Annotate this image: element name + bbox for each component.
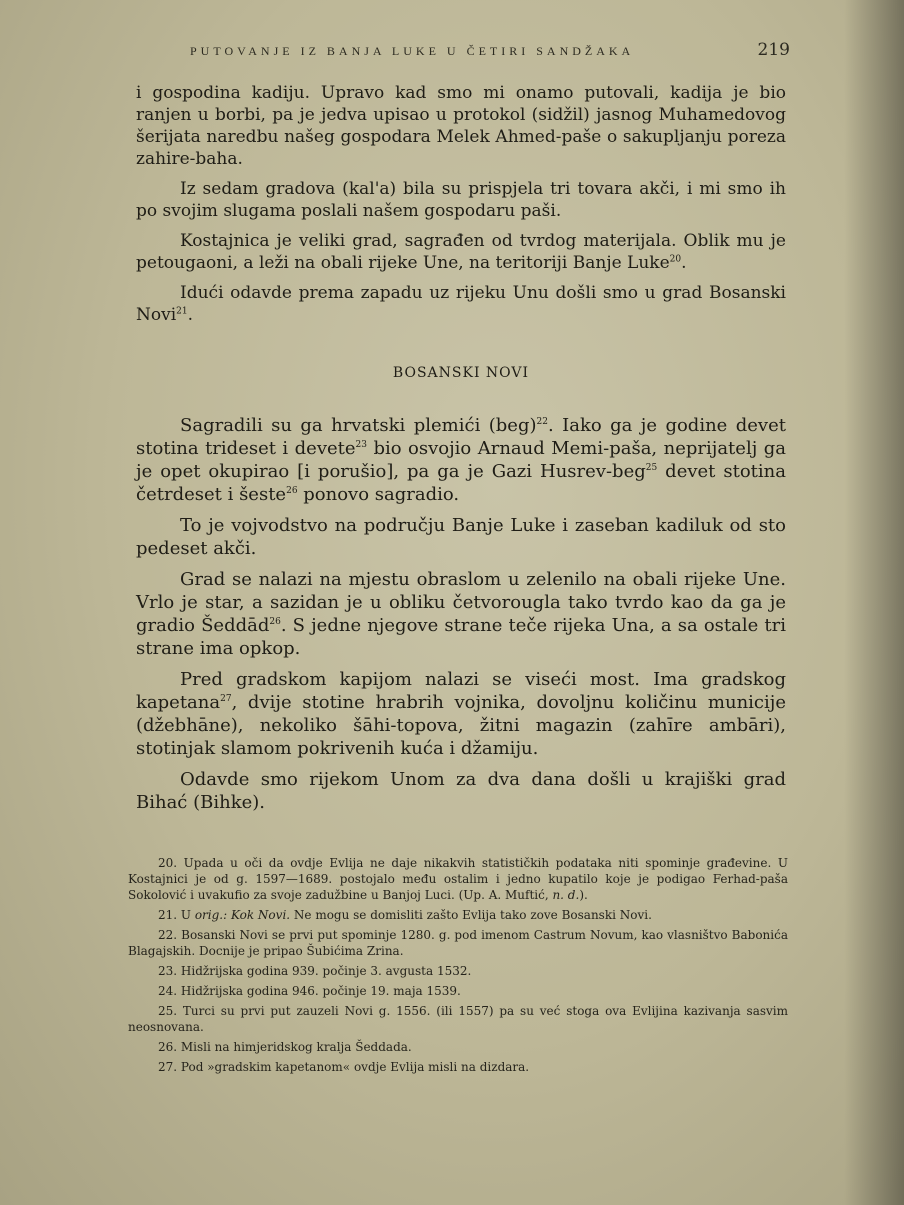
footnote-21 [128, 907, 788, 923]
footnote-text: ). [579, 888, 588, 902]
page-number: 219 [757, 40, 790, 60]
paragraph: Odavde smo rijekom Unom za dva dana došli u krajiški grad Bihać (Bihke). [136, 769, 786, 813]
footnote-ref: 20 [669, 254, 682, 265]
footnote-20 [128, 855, 788, 903]
footnote-italic: n. d. [552, 888, 580, 902]
footnote-ref: 26 [269, 617, 281, 627]
paragraph-text: Sagradili su ga hrvatski plemići (beg) [180, 415, 537, 436]
paragraph-text: Grad se nalazi na mjestu obraslom u zelenilo na obali rijeke Une. Vrlo je star, a sazidan je u obliku četvorougla tako tvrdo kao da ga je gradio Šeddād [136, 569, 786, 636]
paragraph-text: Kostajnica je veliki grad, sagrađen od tvrdog materijala. Oblik mu je petougaoni, a leži na obali rijeke Une, na teritoriji Banje Luke [136, 231, 786, 273]
section-title: BOSANSKI NOVI [392, 365, 530, 381]
footnote-text: 21. U [158, 908, 195, 922]
paragraph-text: Pred gradskom kapijom nalazi se viseći most. Ima gradskog kapetana [136, 669, 786, 713]
paragraph-text: Idući odavde prema zapadu uz rijeku Unu došli smo u grad Bosanski Novi [136, 283, 786, 325]
footnote-ref: 25 [645, 463, 658, 473]
page-header [190, 40, 790, 60]
footnote-text: Ne mogu se domisliti zašto Evlija tako zove Bosanski Novi. [290, 908, 652, 922]
paragraph: Iz sedam gradova (kal'a) bila su prispjela tri tovara akči, i mi smo ih po svojim slugama poslali našem gospodaru paši. [136, 179, 786, 221]
paragraph [136, 568, 786, 660]
paragraph: To je vojvodstvo na području Banje Luke i zaseban kadiluk od sto pedeset akči. [136, 515, 786, 559]
footnote-23: 23. Hidžrijska godina 939. počinje 3. avgusta 1532. [158, 964, 472, 978]
paragraph-text: . Iako ga je godine devet stotina trideset i devete [136, 415, 786, 459]
paragraph: i gospodina kadiju. Upravo kad smo mi onamo putovali, kadija je bio ranjen u borbi, pa je jedva upisao u protokol (sidžil) jasnog Muhamedovog šerijata naredbu našeg gospodara Melek Ahmed-paše o sakupljanju poreza zahire-baha. [136, 83, 786, 169]
footnote-ref: 22 [536, 417, 548, 427]
paragraph-text: ponovo sagradio. [297, 484, 460, 505]
footnote-italic: orig.: Kok Novi. [194, 908, 291, 922]
footnote-ref: 21 [176, 306, 188, 317]
footnote-22: 22. Bosanski Novi se prvi put spominje 1280. g. pod imenom Castrum Novum, kao vlasništvo Babonića Blagajskih. Docnije je pripao Šubićima Zrina. [128, 928, 788, 958]
paragraph-text: devet stotina četrdeset i šeste [136, 461, 786, 505]
footnotes [128, 855, 788, 1079]
section-body [136, 414, 786, 814]
footnote-25: 25. Turci su prvi put zauzeli Novi g. 1556. (ili 1557) pa su već stoga ova Evlijina kazivanja sasvim neosnovana. [128, 1004, 788, 1034]
footnote-27: 27. Pod »gradskim kapetanom« ovdje Evlija misli na dizdara. [158, 1060, 530, 1074]
footnote-ref: 27 [220, 694, 232, 704]
footnote-ref: 26 [286, 486, 298, 496]
paragraph-text: bio osvojio Arnaud Memi-paša, neprijatelj ga je opet okupirao [i porušio], pa ga je Gazi Husrev-beg [136, 438, 786, 482]
paragraph-text: . S jedne njegove strane teče rijeka Una, a sa ostale tri strane ima opkop. [136, 615, 786, 659]
main-text [136, 82, 786, 822]
paragraph: Kostajnica je veliki grad, sagrađen od tvrdog materijala. Oblik mu je petougaoni, a leži na obali rijeke Une, na teritoriji Banje Luke$^{20}$. [136, 231, 786, 273]
footnote-26: 26. Misli na himjeridskog kralja Šeddada. [158, 1040, 412, 1054]
paragraph-text: , dvije stotine hrabrih vojnika, dovoljnu količinu municije (džebhāne), nekoliko šāhi-topova, žitni magazin (zahīre ambāri), stotinjak slamom pokrivenih kuća i džamiju. [136, 692, 786, 759]
running-head: PUTOVANJE IZ BANJA LUKE U ČETIRI SANDŽAKA [190, 44, 635, 58]
footnote-text: 20. Upada u oči da ovdje Evlija ne daje nikakvih statističkih podataka niti spominje građevine. U Kostajnici je od g. 1597—1689. postojalo među ostalim i jedno kupatilo koje je podigao Ferhad-paša Sokolović i uvakufio za svoje zadužbine u Banjoj Luci. (Up. A. Muftić, [128, 856, 788, 902]
paragraph [136, 668, 786, 760]
paragraph [136, 414, 786, 506]
footnote-24: 24. Hidžrijska godina 946. počinje 19. maja 1539. [158, 984, 461, 998]
footnote-ref: 23 [355, 440, 367, 450]
paragraph: Idući odavde prema zapadu uz rijeku Unu došli smo u grad Bosanski Novi$^{21}$. [136, 283, 786, 325]
